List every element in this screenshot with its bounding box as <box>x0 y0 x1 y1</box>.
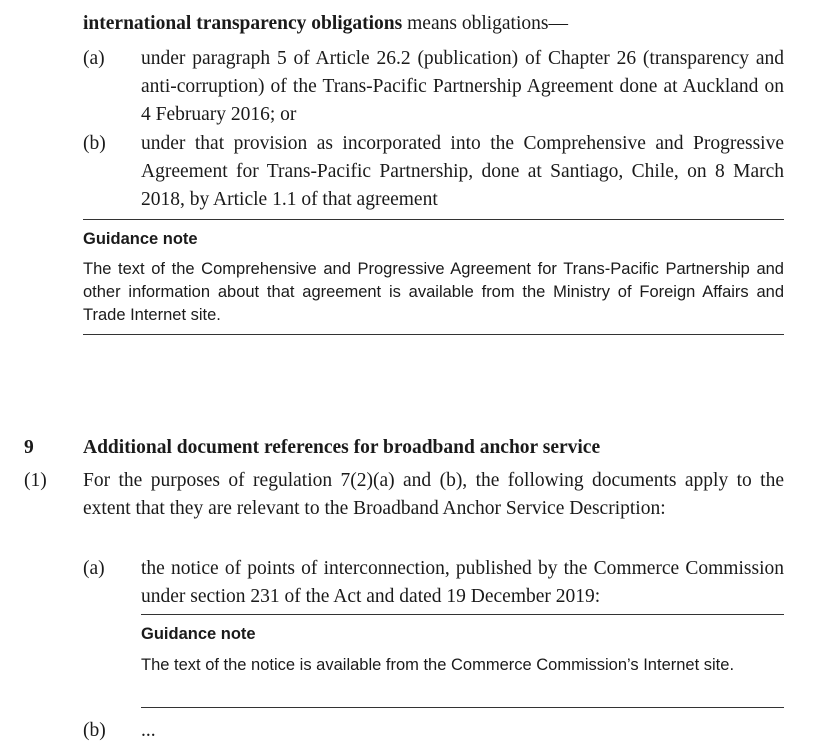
item-text-a: the notice of points of interconnection, published by the Commerce Commission under section 231 of the Act and dated 19 December 2019: <box>141 558 784 607</box>
section-heading: Additional document references for broadband anchor service <box>83 437 601 458</box>
guidance-note-bottom-rule <box>83 334 784 335</box>
definition-intro: means obligations— <box>407 13 568 34</box>
subsection-text: For the purposes of regulation 7(2)(a) and (b), the following documents apply to the extent that they are relevant to the Broadband Anchor Service Description: <box>83 470 784 519</box>
guidance-note-top-rule <box>83 219 784 220</box>
item-label-b: (b) <box>83 720 106 741</box>
guidance-note-2-heading: Guidance note <box>141 625 256 643</box>
guidance-note-2-top-rule <box>141 614 784 615</box>
definition-line <box>83 10 793 38</box>
item-text-b: ... <box>141 720 156 741</box>
guidance-note-2-bottom-rule <box>141 707 784 708</box>
guidance-note-2-text: The text of the notice is available from the Commerce Commission’s Internet site. <box>141 656 735 674</box>
subsection-label: (1) <box>24 470 47 491</box>
definition-item-label-b: (b) <box>83 133 106 154</box>
definition-item-label-a: (a) <box>83 48 105 69</box>
item-label-a: (a) <box>83 558 105 579</box>
section-number: 9 <box>24 437 34 458</box>
guidance-note-heading: Guidance note <box>83 230 198 248</box>
definition-item-text-b: under that provision as incorporated into the Comprehensive and Progressive Agreement for Trans-Pacific Partnership, done at Santiago, Chile, on 8 March 2018, by Article 1.1 of that agreement <box>141 133 784 210</box>
defined-term: international transparency obligations <box>83 13 403 34</box>
definition-item-text-a: under paragraph 5 of Article 26.2 (publication) of Chapter 26 (transparency and anti-corruption) of the Trans-Pacific Partnership Agreement done at Auckland on 4 February 2016; or <box>141 48 784 125</box>
guidance-note-text: The text of the Comprehensive and Progressive Agreement for Trans-Pacific Partnership and other information about that agreement is available from the Ministry of Foreign Affairs and Trade Internet site. <box>83 260 784 324</box>
